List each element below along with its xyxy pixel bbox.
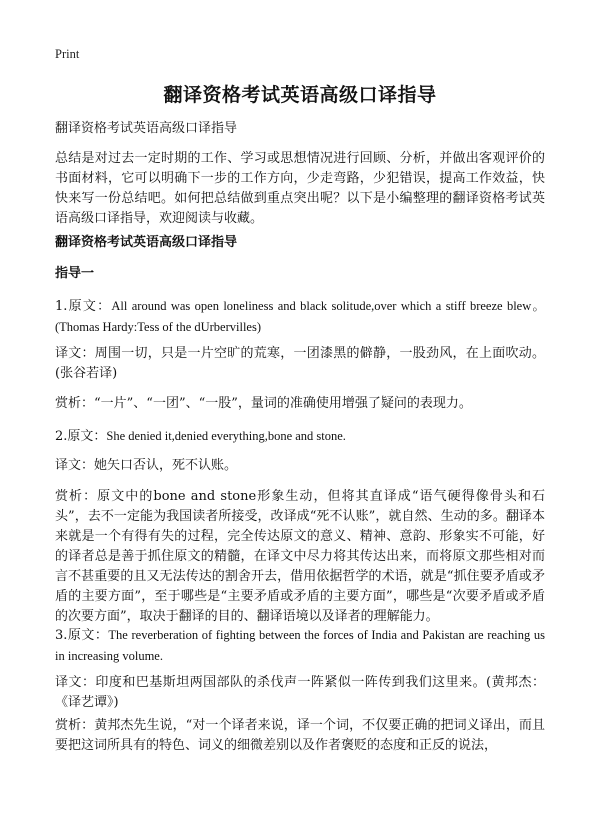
item1-original-text: All around was open loneliness and black solitude,over which a stiff breeze blew。(Thomas Hardy:Tess of the dUrbervilles) (55, 299, 546, 334)
item2-analysis: 赏析：原文中的bone and stone形象生动，但将其直译成“语气硬得像骨头和石头”，去不一定能为我国读者所接受，改译成“死不认账”，就自然、生动的多。翻译本来就是一个有得有失的过程，完全传达原文的意义、精神、意韵、形象实不可能，好的译者总是善于抓住原文的精髓，在译文中尽力将其传达出来，而将原文那些相对而言不甚重要的且又无法传达的割舍开去，借用依据哲学的术语，就是“抓住要矛盾或矛盾的主要方面”，至于哪些是“主要矛盾或矛盾的主要方面”，哪些是“次要矛盾或矛盾的次要方面”，取决于翻译的目的、翻译语境以及译者的理解能力。 (55, 489, 545, 624)
print-label: Print (55, 47, 80, 61)
item2-translation: 译文：她矢口否认，死不认账。 (55, 458, 238, 473)
subtitle: 翻译资格考试英语高级口译指导 (55, 121, 238, 136)
item2-original-label: 2.原文： (55, 429, 107, 444)
item2-original-text: She denied it,denied everything,bone and stone. (106, 429, 346, 443)
item1-original (55, 296, 545, 338)
item3-original-label: 3.原文： (55, 628, 109, 643)
section-heading: 翻译资格考试英语高级口译指导 (55, 235, 238, 250)
item3-original-text: The reverberation of fighting between the forces of India and Pakistan are reaching us in increasing volume. (55, 628, 545, 663)
item1-translation: 译文：周围一切，只是一片空旷的荒寒，一团漆黑的僻静，一股劲风，在上面吹动。(张谷若译) (55, 346, 545, 381)
item1-original-label: 1.原文： (55, 299, 112, 314)
intro-paragraph: 总结是对过去一定时期的工作、学习或思想情况进行回顾、分析，并做出客观评价的书面材料，它可以明确下一步的工作方向，少走弯路，少犯错误，提高工作效益，快快来写一份总结吧。如何把总结做到重点突出呢？以下是小编整理的翻译资格考试英语高级口译指导，欢迎阅读与收藏。 (55, 151, 545, 226)
item3-translation: 译文：印度和巴基斯坦两国部队的杀伐声一阵紧似一阵传到我们这里来。(黄邦杰：《译艺谭》) (55, 675, 545, 710)
item3-original (55, 625, 545, 667)
item1-analysis: 赏析：“一片”、“一团”、“一股”，量词的准确使用增强了疑问的表现力。 (55, 396, 472, 411)
item3-analysis: 赏析：黄邦杰先生说，“对一个译者来说，译一个词，不仅要正确的把词义译出，而且要把这词所具有的特色、词义的细微差别以及作者褒贬的态度和正反的说法， (55, 718, 545, 753)
page-title: 翻译资格考试英语高级口译指导 (163, 84, 437, 106)
item2-original (55, 426, 545, 447)
guide-heading: 指导一 (55, 266, 95, 281)
